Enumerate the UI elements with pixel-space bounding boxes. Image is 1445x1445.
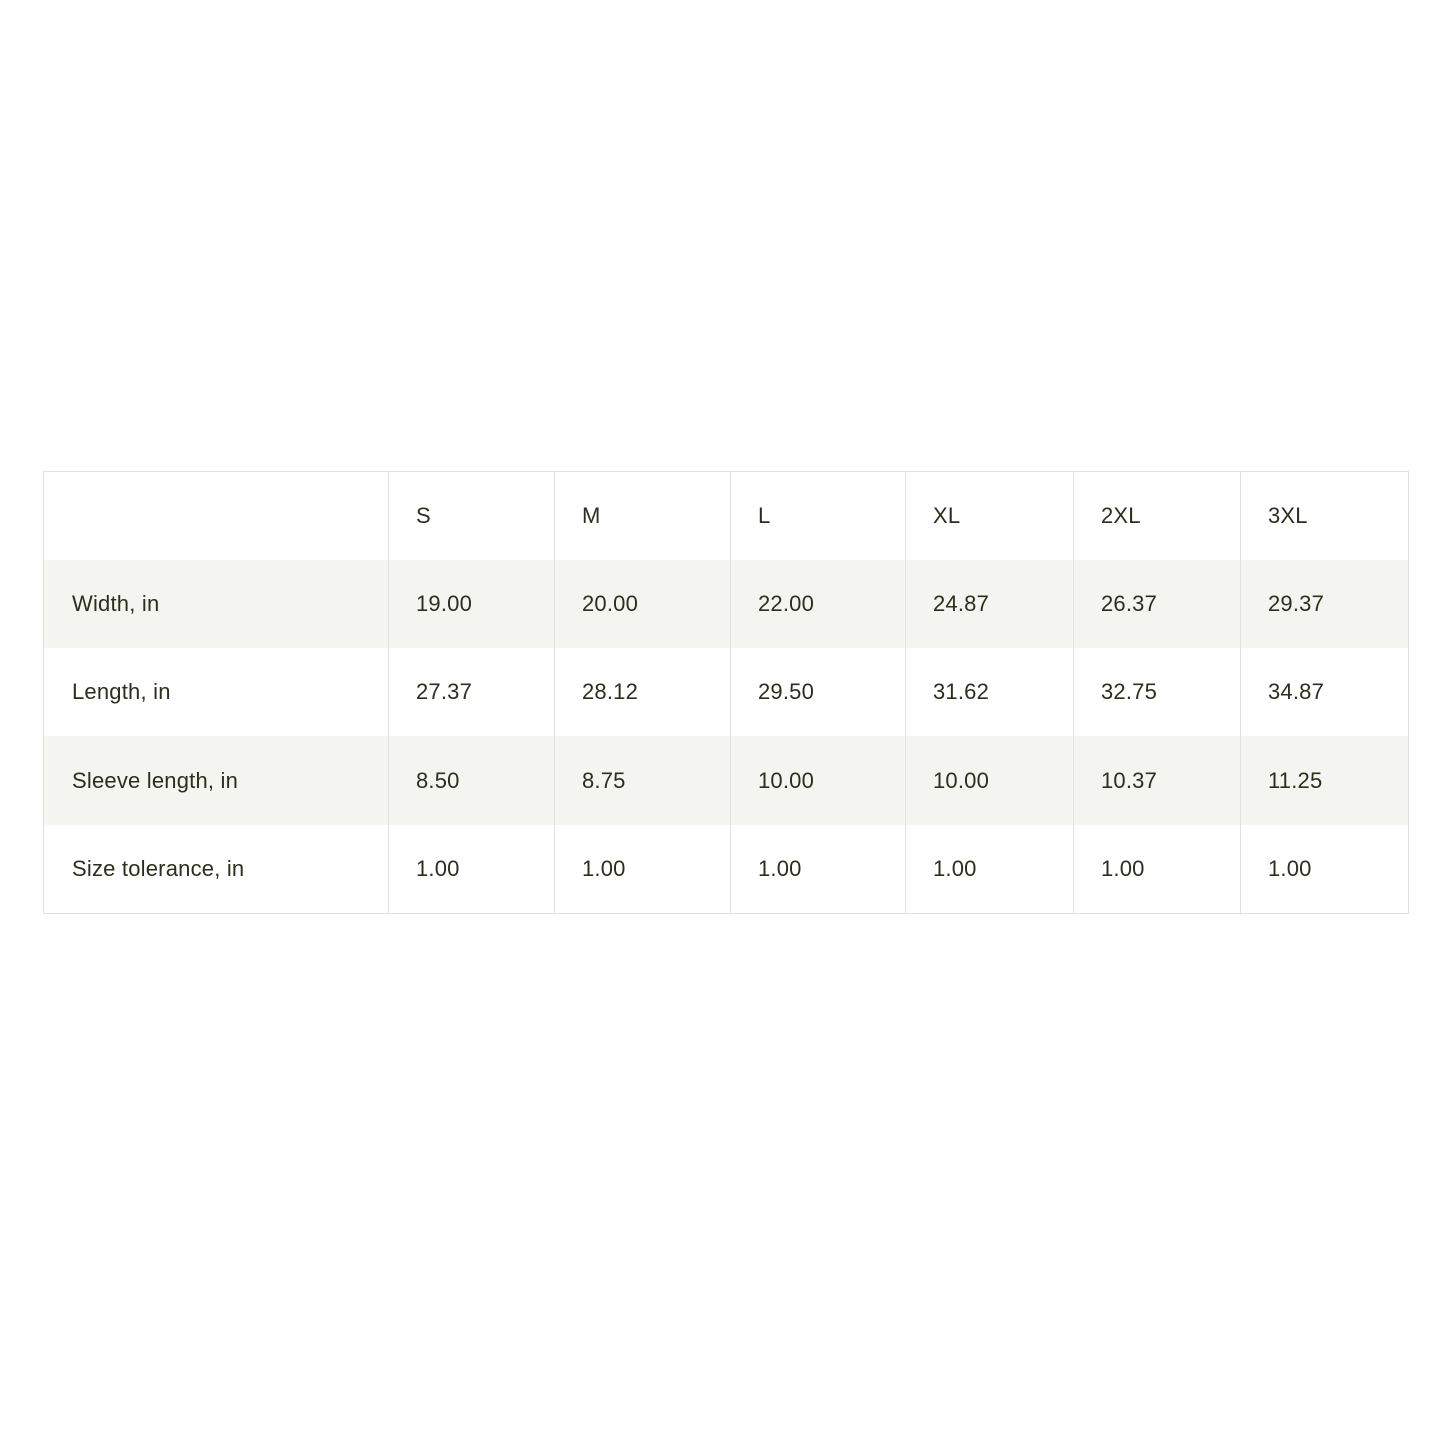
size-header-s: S — [389, 472, 555, 561]
table-cell: 8.75 — [555, 736, 731, 824]
table-cell: 8.50 — [389, 736, 555, 824]
table-cell: 24.87 — [906, 560, 1074, 648]
row-label-size-tolerance: Size tolerance, in — [44, 825, 389, 914]
size-chart-table — [43, 471, 1409, 914]
table-row-width — [44, 560, 1409, 648]
table-cell: 10.00 — [906, 736, 1074, 824]
table-cell: 1.00 — [555, 825, 731, 914]
table-row-length — [44, 648, 1409, 736]
size-header-m: M — [555, 472, 731, 561]
table-cell: 34.87 — [1241, 648, 1409, 736]
table-cell: 31.62 — [906, 648, 1074, 736]
size-header-2xl: 2XL — [1074, 472, 1241, 561]
row-label-width: Width, in — [44, 560, 389, 648]
table-row-sleeve-length — [44, 736, 1409, 824]
table-cell: 1.00 — [1074, 825, 1241, 914]
size-header-l: L — [731, 472, 906, 561]
table-cell: 10.37 — [1074, 736, 1241, 824]
table-cell: 22.00 — [731, 560, 906, 648]
table-cell: 10.00 — [731, 736, 906, 824]
table-cell: 29.50 — [731, 648, 906, 736]
table-cell: 20.00 — [555, 560, 731, 648]
table-cell: 1.00 — [731, 825, 906, 914]
table-cell: 1.00 — [906, 825, 1074, 914]
table-row-size-tolerance — [44, 825, 1409, 914]
size-header-row — [44, 472, 1409, 561]
table-cell: 1.00 — [1241, 825, 1409, 914]
table-cell: 1.00 — [389, 825, 555, 914]
table-cell: 27.37 — [389, 648, 555, 736]
table-cell: 26.37 — [1074, 560, 1241, 648]
size-header-3xl: 3XL — [1241, 472, 1409, 561]
row-label-sleeve-length: Sleeve length, in — [44, 736, 389, 824]
table-cell: 29.37 — [1241, 560, 1409, 648]
row-label-length: Length, in — [44, 648, 389, 736]
size-header-xl: XL — [906, 472, 1074, 561]
table-cell: 28.12 — [555, 648, 731, 736]
table-cell: 19.00 — [389, 560, 555, 648]
table-cell: 32.75 — [1074, 648, 1241, 736]
table-cell: 11.25 — [1241, 736, 1409, 824]
header-corner-cell — [44, 472, 389, 561]
